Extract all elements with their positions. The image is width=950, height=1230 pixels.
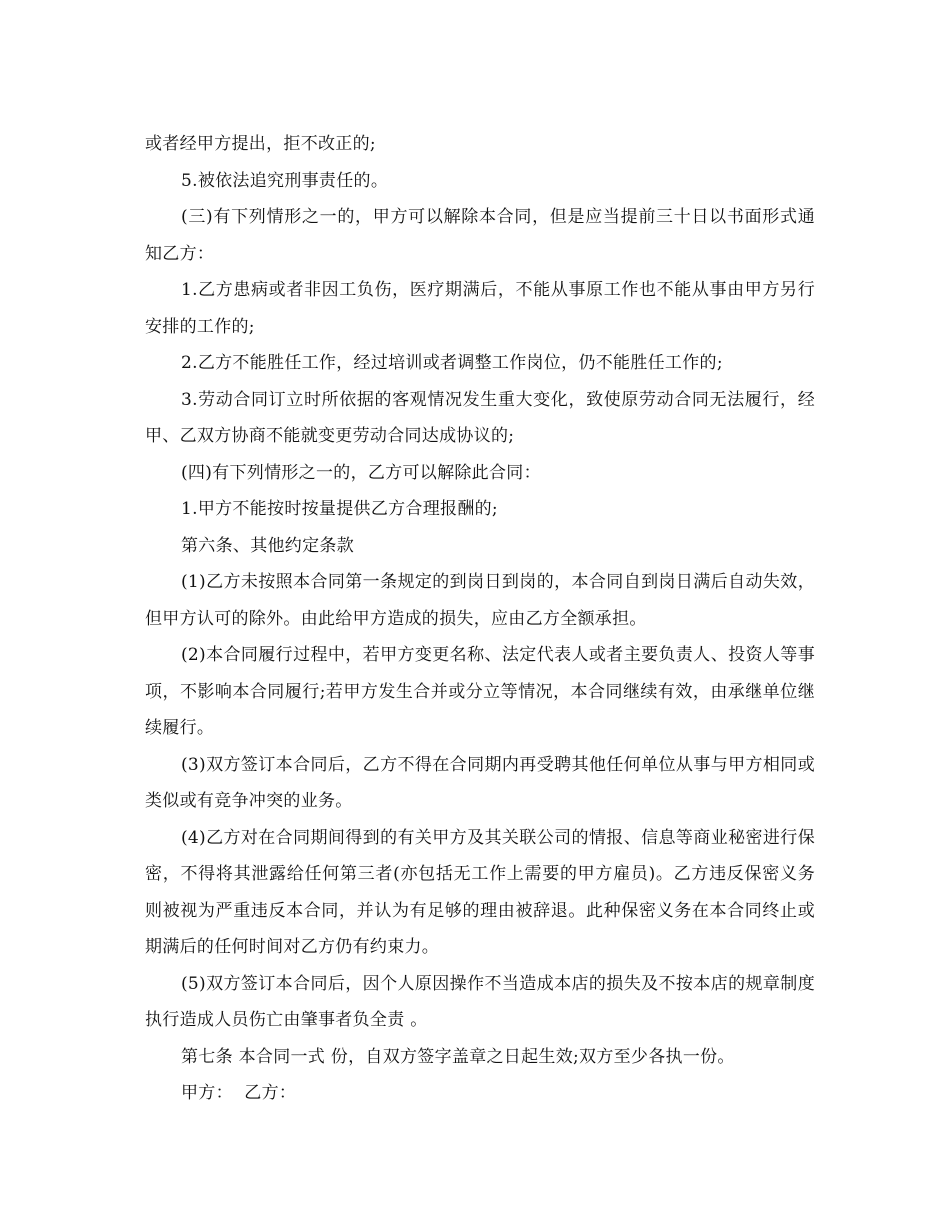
article-7: 第七条 本合同一式 份，自双方签字盖章之日起生效;双方至少各执一份。 <box>181 1046 735 1067</box>
clause-3: (3)双方签订本合同后，乙方不得在合同期内再受聘其他任何单位从事与甲方相同或类似或有竞争冲突的业务。 <box>145 754 815 811</box>
document-body <box>145 126 815 1112</box>
paragraph-8: 1.甲方不能按时按量提供乙方合理报酬的; <box>181 499 498 519</box>
paragraph-6: 3.劳动合同订立时所依据的客观情况发生重大变化，致使原劳动合同无法履行，经甲、乙双方协商不能就变更劳动合同达成协议的; <box>145 389 815 446</box>
paragraph-7: (四)有下列情形之一的，乙方可以解除此合同： <box>181 462 541 483</box>
paragraph-1: 或者经甲方提出，拒不改正的; <box>145 134 376 154</box>
paragraph-2: 5.被依法追究刑事责任的。 <box>181 170 389 191</box>
paragraph-4: 1.乙方患病或者非因工负伤，医疗期满后，不能从事原工作也不能从事由甲方另行安排的工作的; <box>145 280 815 337</box>
paragraph-5: 2.乙方不能胜任工作，经过培训或者调整工作岗位，仍不能胜任工作的; <box>181 353 723 373</box>
clause-1: (1)乙方未按照本合同第一条规定的到岗日到岗的，本合同自到岗日满后自动失效，但甲方认可的除外。由此给甲方造成的损失，应由乙方全额承担。 <box>145 572 815 629</box>
paragraph-3: (三)有下列情形之一的，甲方可以解除本合同，但是应当提前三十日以书面形式通知乙方： <box>145 207 815 264</box>
section-heading-article-6: 第六条、其他约定条款 <box>181 535 354 556</box>
clause-4: (4)乙方对在合同期间得到的有关甲方及其关联公司的情报、信息等商业秘密进行保密，不得将其泄露给任何第三者(亦包括无工作上需要的甲方雇员)。乙方违反保密义务则被视为严重违反本合同，并认为有足够的理由被辞退。此种保密义务在本合同终止或期满后的任何时间对乙方仍有约束力。 <box>145 827 815 957</box>
signature-line: 甲方： 乙方： <box>181 1083 297 1103</box>
clause-5: (5)双方签订本合同后，因个人原因操作不当造成本店的损失及不按本店的规章制度执行造成人员伤亡由肇事者负全责 。 <box>145 973 815 1030</box>
clause-2: (2)本合同履行过程中，若甲方变更名称、法定代表人或者主要负责人、投资人等事项，不影响本合同履行;若甲方发生合并或分立等情况，本合同继续有效，由承继单位继续履行。 <box>145 645 815 738</box>
